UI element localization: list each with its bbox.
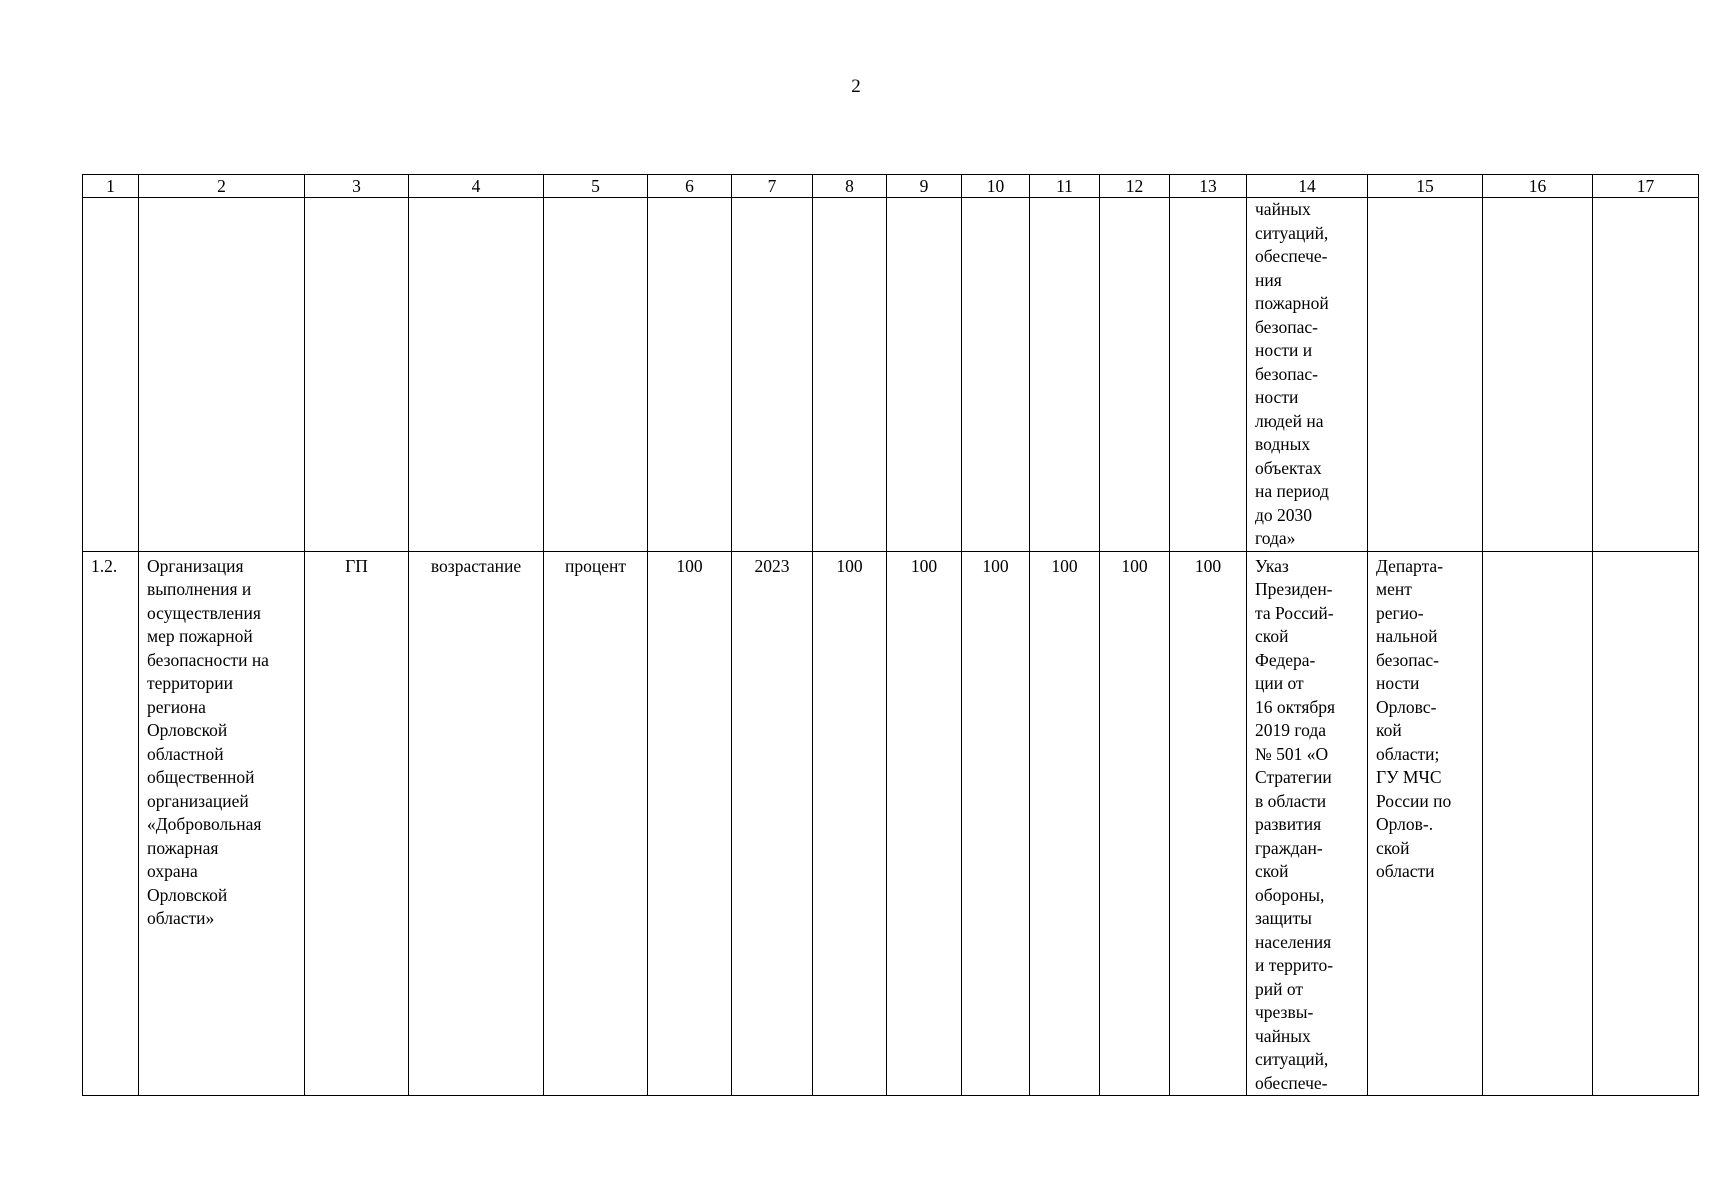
column-header-9: 9: [887, 175, 962, 198]
table-row-1-2: [83, 551, 1699, 1096]
table-cell: [409, 198, 544, 552]
value-cell: 100: [1030, 551, 1100, 1096]
column-header-4: 4: [409, 175, 544, 198]
column-header-17: 17: [1593, 175, 1699, 198]
base-value-cell: 100: [648, 551, 732, 1096]
base-year-cell: 2023: [732, 551, 813, 1096]
column-header-5: 5: [544, 175, 648, 198]
legal-basis-cell: чайных ситуаций, обеспече- ния пожарной безопас- ности и безопас- ности людей на водных объектах на период до 2030 года»: [1247, 198, 1368, 552]
table-cell: [1100, 198, 1170, 552]
table-cell: [1593, 198, 1699, 552]
table-cell: [732, 198, 813, 552]
row-number-cell: 1.2.: [83, 551, 139, 1096]
table-cell: [813, 198, 887, 552]
column-header-8: 8: [813, 175, 887, 198]
value-cell: 100: [813, 551, 887, 1096]
table-cell: [1368, 198, 1483, 552]
table-cell: [139, 198, 305, 552]
value-cell: 100: [1170, 551, 1247, 1096]
table-cell: [83, 198, 139, 552]
table-cell: [1483, 198, 1593, 552]
legal-basis-cell: Указ Президен- та Россий- ской Федера- ции от 16 октября 2019 года № 501 «О Стратегии в области развития граждан- ской обороны, защиты населения и террито- рий от чрезвы- чайных ситуаций, обеспече-: [1247, 551, 1368, 1096]
column-header-13: 13: [1170, 175, 1247, 198]
unit-cell: процент: [544, 551, 648, 1096]
table-cell: [1483, 551, 1593, 1096]
table-cell: [887, 198, 962, 552]
value-cell: 100: [887, 551, 962, 1096]
table-cell: [1170, 198, 1247, 552]
column-header-2: 2: [139, 175, 305, 198]
table-cell: [544, 198, 648, 552]
table-cell: [1030, 198, 1100, 552]
value-cell: 100: [1100, 551, 1170, 1096]
trend-cell: возрастание: [409, 551, 544, 1096]
indicators-table: [82, 174, 1699, 1096]
table-header-row: [83, 175, 1699, 198]
responsible-cell: Департа- мент регио- нальной безопас- ности Орловс- кой области; ГУ МЧС России по Орлов-. ской области: [1368, 551, 1483, 1096]
table-cell: [648, 198, 732, 552]
column-header-7: 7: [732, 175, 813, 198]
column-header-16: 16: [1483, 175, 1593, 198]
column-header-11: 11: [1030, 175, 1100, 198]
column-header-14: 14: [1247, 175, 1368, 198]
column-header-3: 3: [305, 175, 409, 198]
indicator-name-cell: Организация выполнения и осуществления мер пожарной безопасности на территории региона Орловской областной общественной организацией «Добровольная пожарная охрана Орловской области»: [139, 551, 305, 1096]
column-header-12: 12: [1100, 175, 1170, 198]
table-cell: [305, 198, 409, 552]
page-number: 2: [851, 76, 861, 97]
value-cell: 100: [962, 551, 1030, 1096]
column-header-10: 10: [962, 175, 1030, 198]
table-row-continuation: [83, 198, 1699, 552]
column-header-15: 15: [1368, 175, 1483, 198]
table-cell: [962, 198, 1030, 552]
table-cell: [1593, 551, 1699, 1096]
indicator-type-cell: ГП: [305, 551, 409, 1096]
column-header-6: 6: [648, 175, 732, 198]
column-header-1: 1: [83, 175, 139, 198]
